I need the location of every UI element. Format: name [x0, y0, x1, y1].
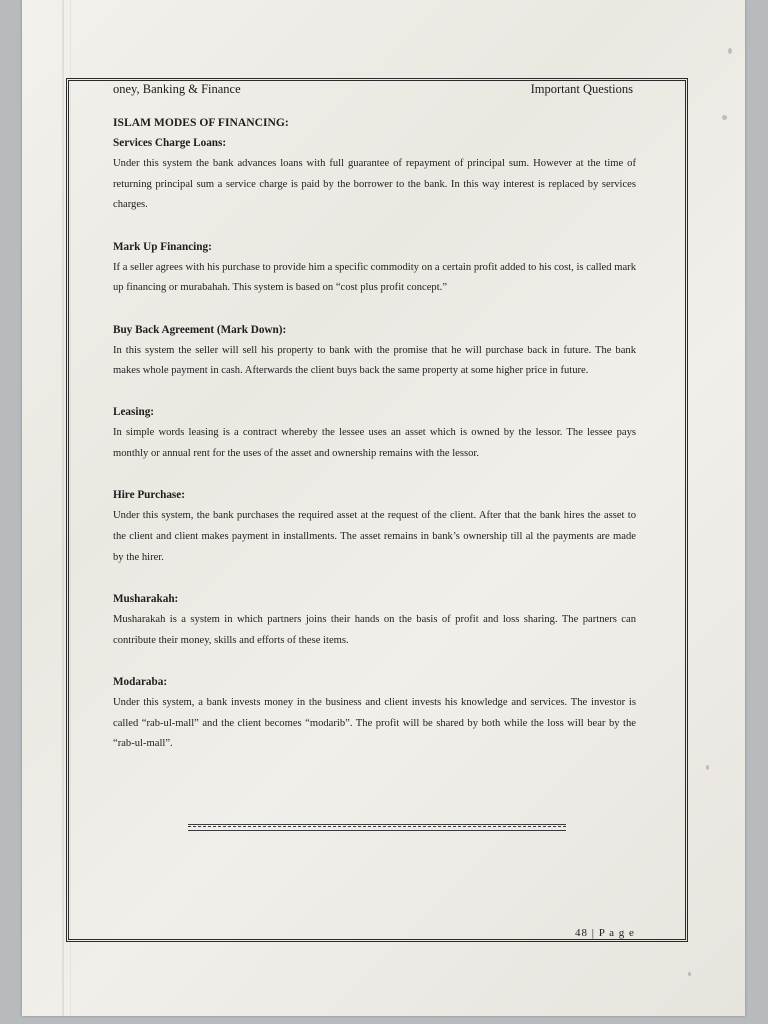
- document-title: ISLAM MODES OF FINANCING:: [113, 116, 289, 129]
- section-mark-up-financing: [113, 237, 636, 299]
- section-heading: Buy Back Agreement (Mark Down):: [113, 323, 287, 336]
- section-body: If a seller agrees with his purchase to provide him a specific commodity on a certain profit added to his cost, is called mark up financing or murabahah. This system is based on “cost plus profit concept.”: [113, 261, 636, 294]
- section-body: Under this system, a bank invests money in the business and client invests his knowledge and services. The investor is called “rab-ul-mall” and the client becomes “modarib”. The profit will be shared by both while the loss will bear by the “rab-ul-mall”.: [113, 696, 636, 750]
- section-body: In simple words leasing is a contract whereby the lessee uses an asset which is owned by the lessor. The lessee pays monthly or annual rent for the uses of the asset and ownership remains with the lessor.: [113, 427, 636, 460]
- section-body: Under this system the bank advances loans with full guarantee of repayment of principal sum. However at the time of returning principal sum a service charge is paid by the borrower to the bank. In this way interest is replaced by services charges.: [113, 158, 636, 211]
- header-book-title: oney, Banking & Finance: [113, 82, 241, 96]
- section-leasing: [113, 402, 636, 464]
- section-heading: Musharakah:: [113, 592, 179, 605]
- section-body: Under this system, the bank purchases the required asset at the request of the client. After that the bank hires the asset to the client and client makes payment in installments. The asset remains in bank’s ownership till al the payments are made by the hirer.: [113, 510, 636, 563]
- section-divider: [188, 824, 566, 831]
- page-number: 48 | P a g e: [575, 927, 635, 939]
- section-heading: Mark Up Financing:: [113, 240, 212, 253]
- paper-stain: [722, 115, 727, 120]
- section-modaraba: [113, 672, 636, 755]
- section-body: In this system the seller will sell his property to bank with the promise that he will purchase back in future. The bank makes whole payment in cash. Afterwards the client buys back the same property at some higher price in future.: [113, 344, 636, 377]
- page-header: [113, 82, 633, 100]
- section-heading: Hire Purchase:: [113, 489, 185, 502]
- section-heading: Modaraba:: [113, 675, 168, 688]
- section-heading: Leasing:: [113, 406, 155, 419]
- section-hire-purchase: [113, 485, 636, 568]
- paper-stain: [728, 48, 732, 54]
- page-crease: [62, 0, 64, 1016]
- document-body: [113, 113, 636, 775]
- section-buy-back-agreement: [113, 320, 636, 382]
- section-heading: Services Charge Loans:: [113, 137, 227, 149]
- section-musharakah: [113, 589, 636, 651]
- paper-stain: [706, 765, 709, 770]
- section-services-charge-loans: [113, 133, 636, 216]
- paper-stain: [688, 972, 691, 976]
- section-body: Musharakah is a system in which partners joins their hands on the basis of profit and loss sharing. The partners can contribute their money, skills and efforts of these items.: [113, 613, 636, 646]
- header-section-title: Important Questions: [530, 82, 633, 96]
